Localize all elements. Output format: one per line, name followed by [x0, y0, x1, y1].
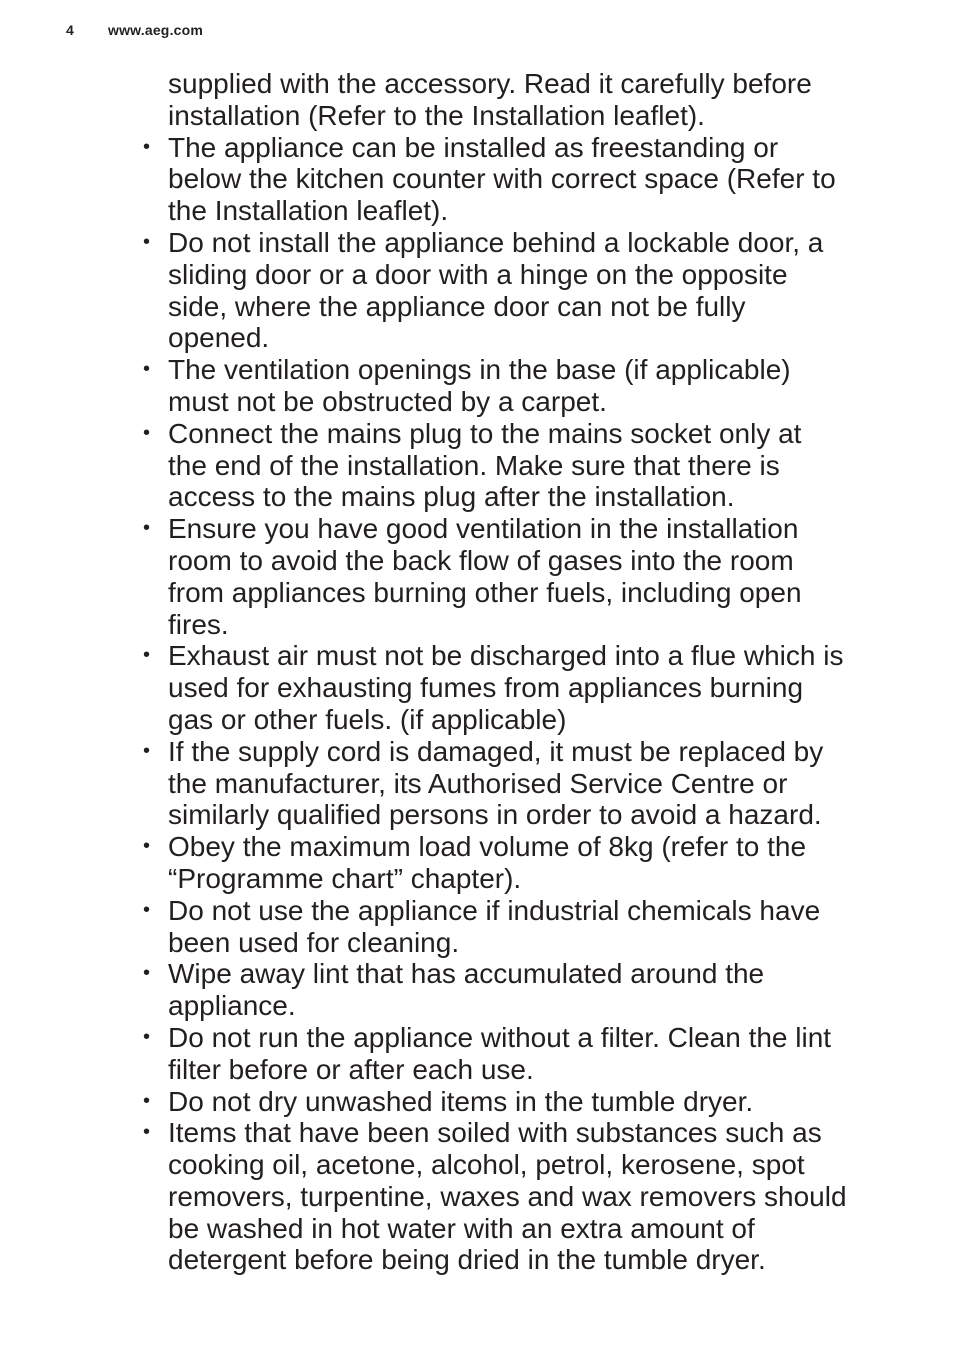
bullet-icon: •	[143, 358, 151, 381]
list-item	[143, 354, 908, 418]
website-url: www.aeg.com	[108, 22, 204, 38]
list-item	[143, 958, 908, 1022]
list-item	[143, 640, 908, 735]
list-item	[143, 831, 908, 895]
list-item	[143, 417, 908, 513]
list-item-text: Do not use the appliance if industrial chemicals have been used for cleaning.	[168, 894, 821, 958]
list-item-text: The appliance can be installed as freestanding or below the kitchen counter with correct space (Refer to the Installation leaflet).	[168, 131, 836, 227]
continued-paragraph: supplied with the accessory. Read it carefully before installation (Refer to the Installation leaflet).	[168, 68, 812, 131]
bullet-icon: •	[143, 1089, 151, 1112]
list-item	[143, 226, 908, 354]
list-item	[143, 1117, 908, 1276]
list-item-text: Do not run the appliance without a filter. Clean the lint filter before or after each use.	[168, 1021, 832, 1085]
bullet-icon: •	[143, 962, 151, 985]
list-item-text: Do not install the appliance behind a lockable door, a sliding door or a door with a hinge on the opposite side, where the appliance door can not be fully opened.	[168, 226, 824, 354]
bullet-icon: •	[143, 739, 151, 762]
bullet-icon: •	[143, 421, 151, 444]
bullet-icon: •	[143, 1025, 151, 1048]
page-header	[66, 22, 203, 38]
list-item	[143, 1085, 908, 1118]
list-item-text: Exhaust air must not be discharged into a flue which is used for exhausting fumes from appliances burning gas or other fuels. (if applicable)	[168, 640, 844, 735]
list-item	[143, 735, 908, 831]
list-item-text: Items that have been soiled with substances such as cooking oil, acetone, alcohol, petrol, kerosene, spot removers, turpentine, waxes and wax removers should be washed in hot water with an extra amount of detergent before being dried in the tumble dryer.	[168, 1117, 847, 1276]
bullet-icon: •	[143, 1121, 151, 1144]
bullet-icon: •	[143, 517, 151, 540]
bullet-icon: •	[143, 230, 151, 253]
list-item	[143, 131, 908, 227]
safety-instructions	[143, 68, 908, 1276]
bullet-icon: •	[143, 644, 151, 667]
page-number: 4	[66, 22, 74, 38]
list-item	[143, 894, 908, 959]
bullet-icon: •	[143, 835, 151, 858]
list-item	[143, 513, 908, 640]
list-item-text: The ventilation openings in the base (if applicable) must not be obstructed by a carpet.	[168, 354, 791, 417]
list-item-text: Obey the maximum load volume of 8kg (refer to the “Programme chart” chapter).	[168, 831, 807, 894]
list-item-text: Do not dry unwashed items in the tumble dryer.	[168, 1085, 754, 1117]
bullet-icon: •	[143, 898, 151, 921]
bullet-icon: •	[143, 135, 151, 158]
list-item-text: If the supply cord is damaged, it must be replaced by the manufacturer, its Authorised Service Centre or similarly qualified persons in order to avoid a hazard.	[168, 735, 824, 831]
list-item	[143, 1021, 908, 1086]
list-item-text: Ensure you have good ventilation in the installation room to avoid the back flow of gases into the room from appliances burning other fuels, including open fires.	[168, 513, 802, 640]
list-item-text: Connect the mains plug to the mains socket only at the end of the installation. Make sure that there is access to the mains plug after the installation.	[168, 417, 802, 513]
list-item-text: Wipe away lint that has accumulated around the appliance.	[168, 958, 765, 1022]
bullet-list	[143, 131, 908, 1277]
